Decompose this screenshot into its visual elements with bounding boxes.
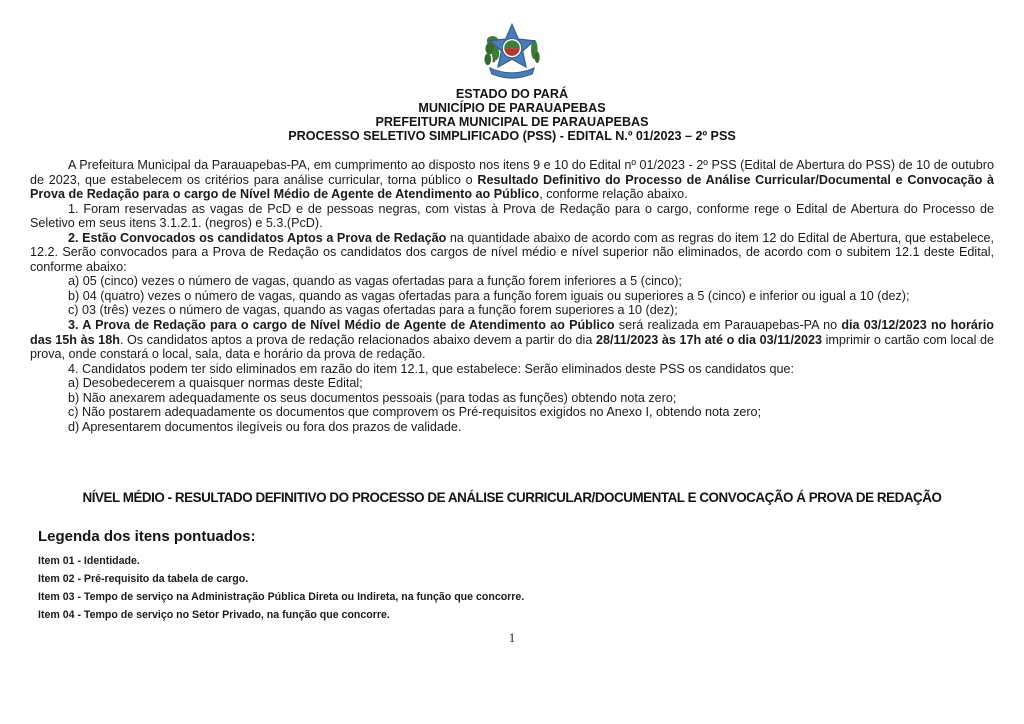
body-paragraph [30,405,994,420]
text-segment: 4. Candidatos podem ter sido eliminados em razão do item 12.1, que estabelece: Serão eliminados deste PSS os candidatos que: [68,361,794,376]
body-paragraph [30,362,994,377]
header-line: PROCESSO SELETIVO SIMPLIFICADO (PSS) - EDITAL N.º 01/2023 – 2º PSS [288,129,736,143]
header-line: MUNICÍPIO DE PARAUAPEBAS [418,101,606,115]
bold-text-segment: 3. A Prova de Redação para o cargo de Nível Médio de Agente de Atendimento ao Público [68,318,615,333]
legend-title: Legenda dos itens pontuados: [38,528,256,546]
text-segment: , conforme relação abaixo. [539,187,688,202]
body-paragraph [30,289,994,304]
section-title: NÍVEL MÉDIO - RESULTADO DEFINITIVO DO PROCESSO DE ANÁLISE CURRICULAR/DOCUMENTAL E CONVOCAÇÃO Á PROVA DE REDAÇÃO [82,490,942,506]
document-header [0,87,1024,143]
page-number: 1 [508,630,516,646]
body-paragraph [30,391,994,406]
text-segment: c) Não postarem adequadamente os documentos que comprovem os Pré-requisitos exigidos no Anexo I, obtendo nota zero; [68,405,762,420]
header-line: PREFEITURA MUNICIPAL DE PARAUAPEBAS [375,115,649,129]
text-segment: A Prefeitura Municipal da Parauapebas-PA, em cumprimento ao disposto nos itens 9 e 10 do Edital nº 01/2023 - 2º PSS (Edital de Abertura do PSS) de 10 de outubro de 2023, que estabelecem os critérios para análise curricular, torna público o [30,158,994,187]
crest-container [0,0,1024,85]
text-segment: imprimir o cartão com local de prova, onde constará o local, sala, data e horário da prova de redação. [30,332,995,362]
legend-item: Item 02 - Pré-requisito da tabela de cargo. [38,573,249,586]
bold-text-segment: Resultado Definitivo do Processo de Análise Curricular/Documental e Convocação à Prova de Redação para o cargo de Nível Médio de Agente de Atendimento ao Público [30,172,994,202]
text-segment: . Os candidatos aptos a prova de redação relacionados abaixo devem a partir do dia [119,332,596,347]
bold-text-segment: 28/11/2023 às 17h até o dia 03/11/2023 [595,332,822,347]
coat-of-arms-icon [481,23,543,80]
bold-text-segment: 2. Estão Convocados os candidatos Aptos a Prova de Redação [68,230,447,245]
text-segment: a) Desobedecerem a quaisquer normas deste Edital; [68,376,363,391]
body-paragraph [30,376,994,391]
body-paragraph [30,202,994,231]
text-segment: c) 03 (três) vezes o número de vagas, quando as vagas ofertadas para a função forem superiores a 10 (dez); [68,303,678,318]
legend-items [38,556,1024,621]
text-segment: d) Apresentarem documentos ilegíveis ou fora dos prazos de validade. [68,419,462,434]
body-paragraph [30,274,994,289]
legend-item: Item 01 - Identidade. [38,555,140,568]
legend-item: Item 03 - Tempo de serviço na Administração Pública Direta ou Indireta, na função que concorre. [38,591,525,604]
text-segment: a) 05 (cinco) vezes o número de vagas, quando as vagas ofertadas para a função forem inferiores a 5 (cinco); [68,274,682,289]
text-segment: será realizada em Parauapebas-PA no [614,318,842,333]
text-segment: 1. Foram reservadas as vagas de PcD e de pessoas negras, com vistas à Prova de Redação para o cargo, conforme rege o Edital de Abertura do Processo de Seletivo em seus itens 3.1.2.1. (negros) e 5.3.(PcD). [30,201,994,231]
bold-text-segment: dia 03/12/2023 no horário das 15h às 18h [30,318,994,347]
legend-block [38,528,1024,621]
body-paragraph [30,318,994,362]
text-segment: na quantidade abaixo de acordo com as regras do item 12 do Edital de Abertura, que estabelece, 12.2. Serão convocados para a Prova de Redação os candidatos dos cargos de nível médio e nível superior não eliminados, de acordo com o subitem 12.1 deste Edital, conforme abaixo: [30,230,995,274]
text-segment: b) 04 (quatro) vezes o número de vagas, quando as vagas ofertadas para a função forem iguais ou superiores a 5 (cinco) e inferior ou igual a 10 (dez); [68,288,910,303]
body-paragraph [30,158,994,202]
body-paragraph [30,231,994,275]
text-segment: b) Não anexarem adequadamente os seus documentos pessoais (para todas as funções) obtendo nota zero; [68,390,677,405]
document-body [30,158,994,434]
header-line: ESTADO DO PARÁ [455,87,569,101]
body-paragraph [30,303,994,318]
legend-item: Item 04 - Tempo de serviço no Setor Privado, na função que concorre. [38,609,390,622]
body-paragraph [30,420,994,435]
